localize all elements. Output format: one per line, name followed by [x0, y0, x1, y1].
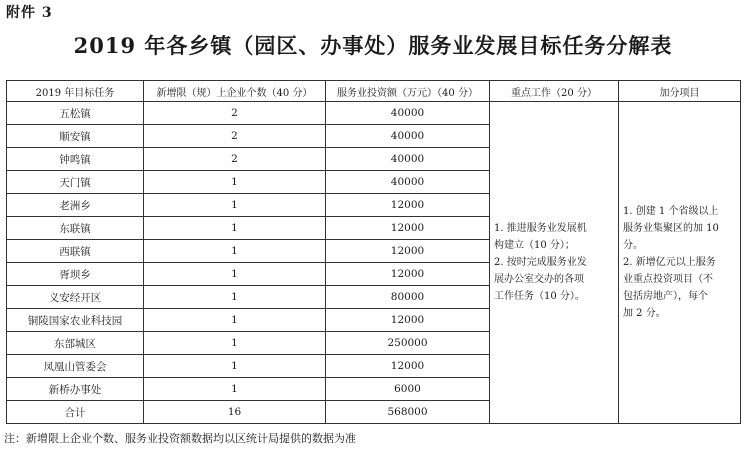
row-enterprise-count: 1	[144, 263, 326, 286]
bonus-line: 业重点投资项目（不	[623, 274, 713, 285]
row-name: 钟鸣镇	[7, 148, 144, 171]
bonus-line: 1. 创建 1 个省级以上	[623, 206, 719, 217]
row-name: 东联镇	[7, 217, 144, 240]
footnote: 注：新增限上企业个数、服务业投资额数据均以区统计局提供的数据为准	[4, 432, 356, 445]
table-row	[7, 102, 741, 125]
row-investment: 12000	[326, 355, 490, 378]
row-name: 胥坝乡	[7, 263, 144, 286]
bonus-line: 分。	[623, 240, 643, 251]
key-work-line: 构建立（10 分）；	[494, 240, 575, 251]
total-investment: 568000	[326, 401, 490, 424]
row-name: 五松镇	[7, 102, 144, 125]
row-name: 西联镇	[7, 240, 144, 263]
total-enterprise-count: 16	[144, 401, 326, 424]
bonus-line: 2. 新增亿元以上服务	[623, 257, 716, 268]
table-header-row	[7, 81, 741, 102]
row-investment: 12000	[326, 240, 490, 263]
row-name: 凤凰山管委会	[7, 355, 144, 378]
row-enterprise-count: 1	[144, 355, 326, 378]
header-new-enterprises: 新增限（规）上企业个数（40 分）	[144, 81, 326, 102]
row-investment: 6000	[326, 378, 490, 401]
key-work-line: 1. 推进服务业发展机	[494, 223, 587, 234]
bonus-line: 服务业集聚区的加 10	[623, 223, 719, 234]
bonus-line: 加 2 分。	[623, 308, 666, 319]
task-table	[6, 80, 741, 424]
total-label: 合计	[7, 401, 144, 424]
row-enterprise-count: 1	[144, 286, 326, 309]
row-name: 新桥办事处	[7, 378, 144, 401]
row-investment: 12000	[326, 309, 490, 332]
row-investment: 40000	[326, 102, 490, 125]
row-name: 天门镇	[7, 171, 144, 194]
header-target-task: 2019 年目标任务	[7, 81, 144, 102]
row-enterprise-count: 1	[144, 194, 326, 217]
row-name: 顺安镇	[7, 125, 144, 148]
row-investment: 40000	[326, 148, 490, 171]
row-investment: 12000	[326, 194, 490, 217]
key-work-line: 工作任务（10 分）。	[494, 291, 585, 302]
row-name: 老洲乡	[7, 194, 144, 217]
row-enterprise-count: 1	[144, 378, 326, 401]
key-work-line: 2. 按时完成服务业发	[494, 257, 587, 268]
header-investment: 服务业投资额（万元）（40 分）	[326, 81, 490, 102]
row-enterprise-count: 1	[144, 240, 326, 263]
bonus-line: 包括房地产），每个	[623, 291, 708, 302]
row-enterprise-count: 1	[144, 332, 326, 355]
row-enterprise-count: 1	[144, 171, 326, 194]
header-key-work: 重点工作（20 分）	[490, 81, 619, 102]
document-title: 2019 年各乡镇（园区、办事处）服务业发展目标任务分解表	[73, 33, 673, 58]
row-enterprise-count: 2	[144, 102, 326, 125]
key-work-cell	[490, 102, 619, 424]
row-enterprise-count: 2	[144, 148, 326, 171]
key-work-line: 展办公室交办的各项	[494, 274, 584, 285]
row-investment: 12000	[326, 217, 490, 240]
row-investment: 250000	[326, 332, 490, 355]
row-enterprise-count: 1	[144, 309, 326, 332]
row-investment: 80000	[326, 286, 490, 309]
attachment-label: 附件 3	[6, 5, 53, 21]
row-investment: 12000	[326, 263, 490, 286]
header-bonus: 加分项目	[619, 81, 741, 102]
row-investment: 40000	[326, 125, 490, 148]
row-name: 东部城区	[7, 332, 144, 355]
bonus-cell	[619, 102, 741, 424]
row-investment: 40000	[326, 171, 490, 194]
row-name: 铜陵国家农业科技园	[7, 309, 144, 332]
row-enterprise-count: 2	[144, 125, 326, 148]
row-enterprise-count: 1	[144, 217, 326, 240]
row-name: 义安经开区	[7, 286, 144, 309]
